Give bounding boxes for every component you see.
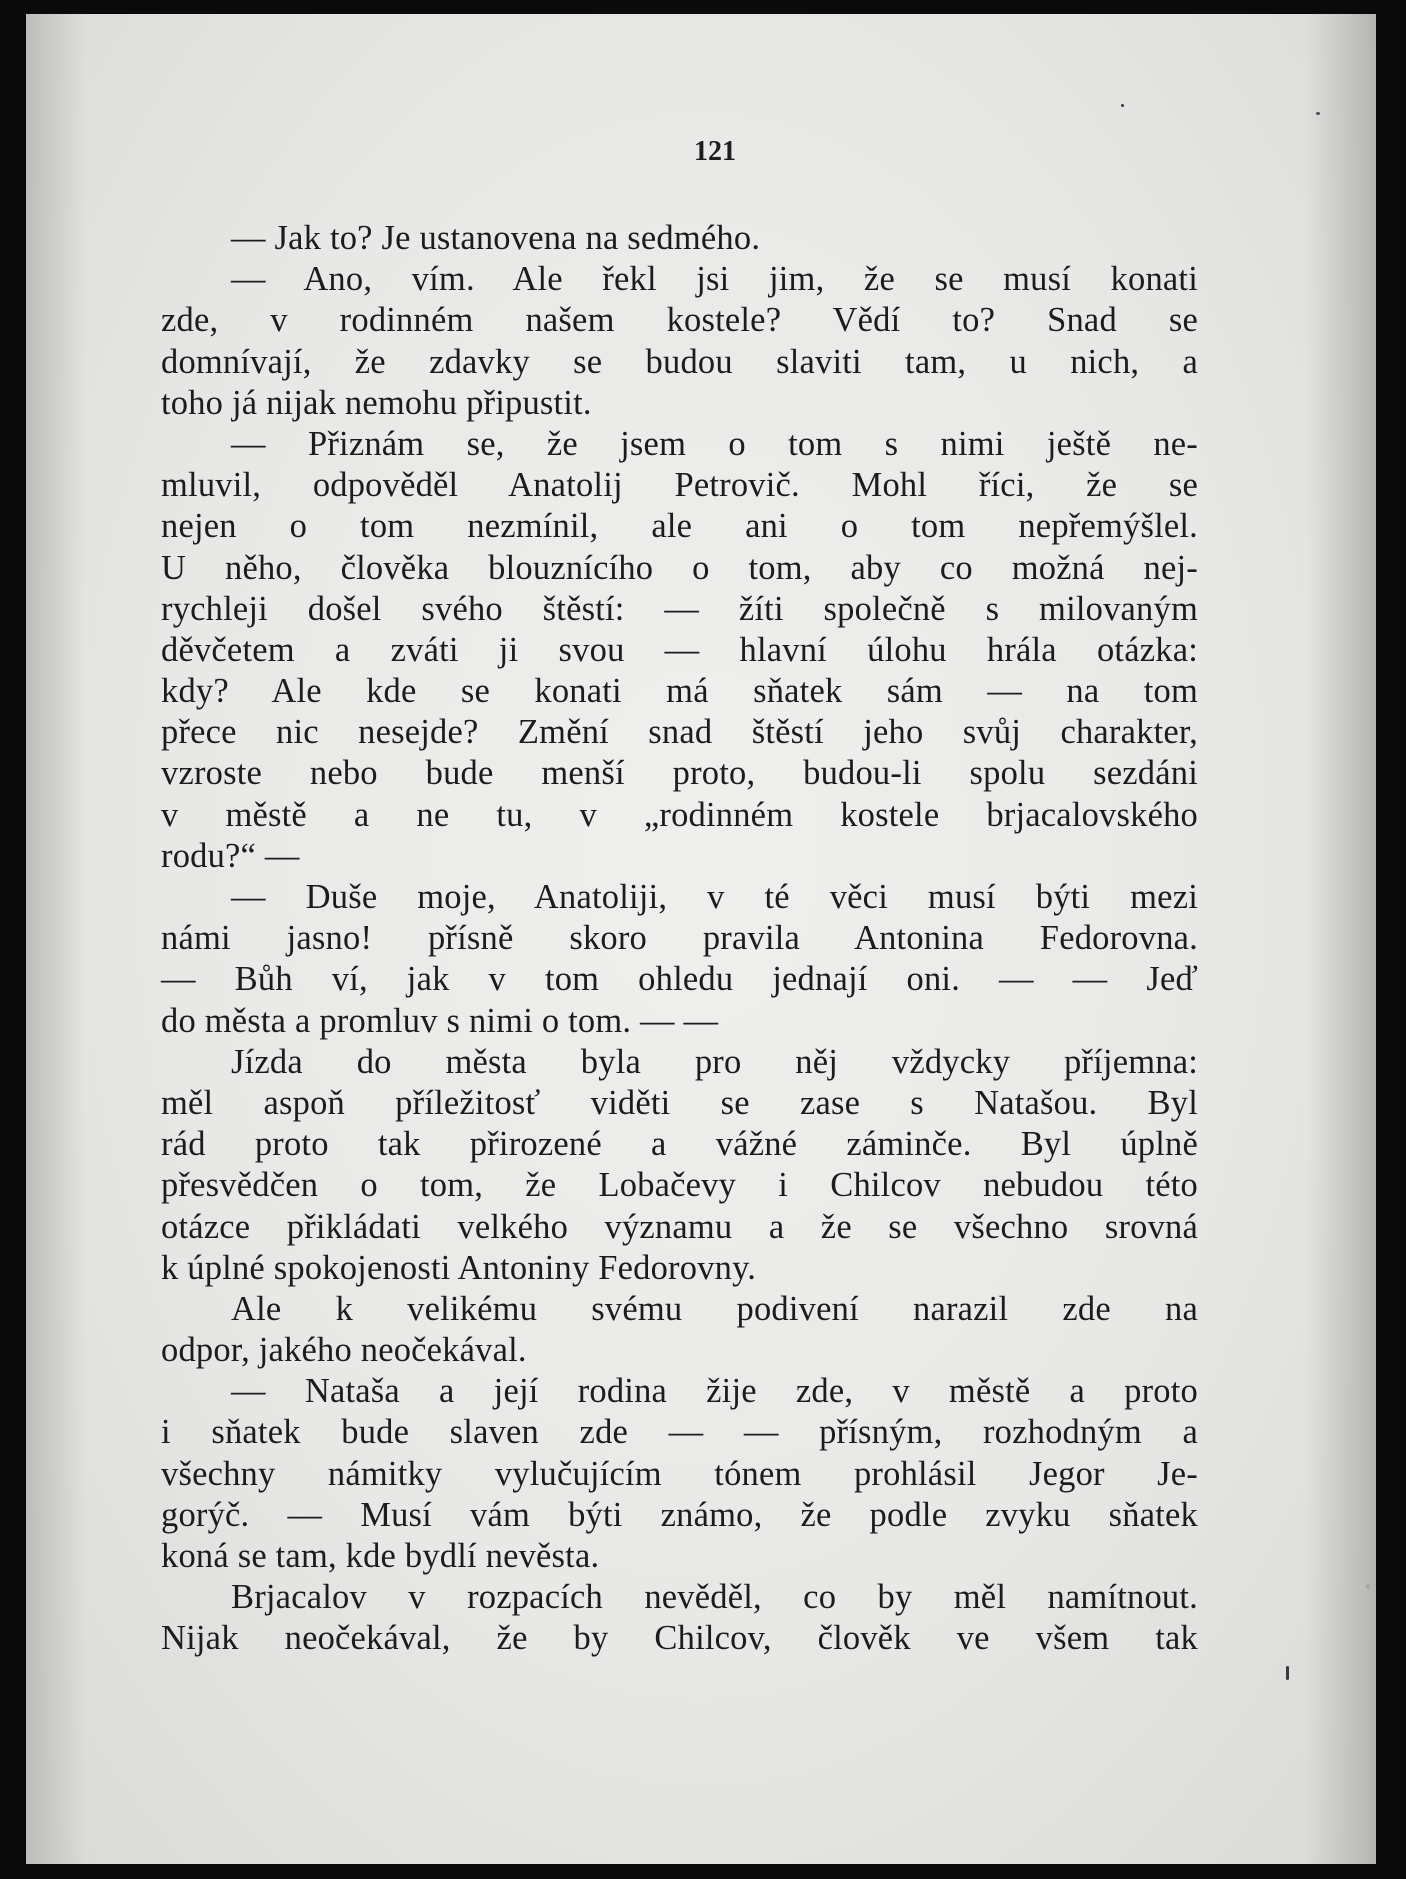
text-line: přece nic nesejde? Změní snad štěstí jeho svůj charakter, [161, 713, 1198, 752]
text-line: děvčetem a zváti ji svou — hlavní úlohu hrála otázka: [161, 630, 1198, 669]
text-line: — Duše moje, Anatoliji, v té věci musí býti mezi [231, 878, 1198, 916]
text-line: zde, v rodinném našem kostele? Vědí to? Snad se [161, 301, 1198, 340]
text-line: k úplné spokojenosti Antoniny Fedorovny. [161, 1248, 757, 1287]
text-line: koná se tam, kde bydlí nevěsta. [161, 1537, 600, 1575]
text-line: mluvil, odpověděl Anatolij Petrovič. Mohl říci, že se [161, 466, 1198, 505]
text-line: rychleji došel svého štěstí: — žíti společně s milovaným [161, 589, 1198, 628]
text-line: U něho, člověka blouznícího o tom, aby co možná nej- [161, 548, 1198, 587]
text-line: i sňatek bude slaven zde — — přísným, rozhodným a [161, 1413, 1198, 1452]
text-line: domnívají, že zdavky se budou slaviti tam, u nich, a [161, 342, 1198, 381]
text-line: měl aspoň příležitosť viděti se zase s Natašou. Byl [161, 1083, 1198, 1122]
paper-speck [1286, 1666, 1289, 1680]
text-line: odpor, jakého neočekával. [161, 1331, 527, 1370]
text-line: rád proto tak přirozené a vážné záminče. Byl úplně [161, 1125, 1198, 1164]
text-line: — Bůh ví, jak v tom ohledu jednají oni. — — Jeď [161, 960, 1198, 999]
text-line: v městě a ne tu, v „rodinném kostele brjacalovského [161, 795, 1198, 834]
paper-speck [1121, 104, 1124, 107]
text-line: toho já nijak nemohu připustit. [161, 383, 592, 422]
text-line: námi jasno! přísně skoro pravila Antonina Fedorovna. [161, 919, 1198, 958]
paper-speck [1316, 112, 1320, 115]
text-line: nejen o tom nezmínil, ale ani o tom nepřemýšlel. [161, 507, 1198, 546]
text-line: Jízda do města byla pro něj vždycky příjemna: [231, 1042, 1198, 1081]
text-line: přesvědčen o tom, že Lobačevy i Chilcov nebudou této [161, 1166, 1198, 1205]
text-line: — Nataša a její rodina žije zde, v městě a proto [231, 1372, 1198, 1411]
text-line: — Ano, vím. Ale řekl jsi jim, že se musí konati [231, 260, 1198, 299]
paper-speck [1366, 1584, 1370, 1589]
body-text [161, 218, 1198, 1660]
text-line: do města a promluv s nimi o tom. — — [161, 1001, 719, 1040]
page-number: 121 [694, 136, 736, 167]
text-line: Ale k velikému svému podivení narazil zde na [231, 1289, 1198, 1328]
text-line: rodu?“ — [161, 836, 300, 875]
text-line: — Jak to? Je ustanovena na sedmého. [231, 219, 761, 257]
text-line: — Přiznám se, že jsem o tom s nimi ještě ne- [231, 424, 1198, 463]
book-page [26, 14, 1376, 1864]
text-line: Brjacalov v rozpacích nevěděl, co by měl namítnout. [231, 1578, 1198, 1617]
text-line: otázce přikládati velkého významu a že se všechno srovná [161, 1207, 1198, 1246]
text-line: všechny námitky vylučujícím tónem prohlásil Jegor Je- [161, 1454, 1198, 1493]
text-line: vzroste nebo bude menší proto, budou-li spolu sezdáni [161, 754, 1198, 793]
text-line: gorýč. — Musí vám býti známo, že podle zvyku sňatek [161, 1495, 1198, 1534]
text-line: Nijak neočekával, že by Chilcov, člověk ve všem tak [161, 1619, 1198, 1658]
text-line: kdy? Ale kde se konati má sňatek sám — na tom [161, 672, 1198, 711]
